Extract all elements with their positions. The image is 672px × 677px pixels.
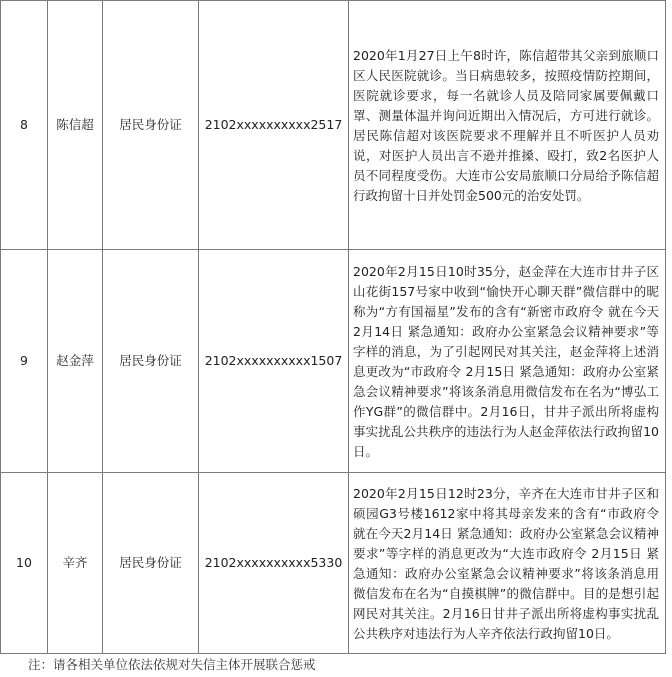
table-row	[1, 1, 666, 250]
record-id-number: 2102xxxxxxxxxx5330	[199, 473, 349, 654]
record-name: 辛齐	[48, 473, 103, 654]
record-description-text: 2020年2月15日10时35分，赵金萍在大连市甘井子区山花街157号家中收到“愉快开心聊天群”微信群中的昵称为“方有国福星”发布的含有“新密市政府令 就在今天2月14日 紧急通知：政府办公室紧急会议精神要求”等字样的消息，为了引起网民对其关注，赵金萍将上述消息更改为“市政府令 2月15日 紧急通知：政府办公室紧急会议精神要求”将该条消息用微信发布在名为“博弘工作YG群”的微信群中。2月16日，甘井子派出所将虚构事实扰乱公共秩序的违法行为人赵金萍依法行政拘留10日。	[353, 264, 659, 459]
table-row	[1, 250, 666, 473]
record-id-number: 2102xxxxxxxxxx1507	[199, 250, 349, 473]
record-number: 9	[1, 250, 48, 473]
record-description	[349, 473, 666, 654]
record-description-text: 2020年1月27日上午8时许，陈信超带其父亲到旅顺口区人民医院就诊。当日病患较多，按照疫情防控期间，医院就诊要求，每一名就诊人员及陪同家属要佩戴口罩、测量体温并询问近期出入情况后，方可进行就诊。居民陈信超对该医院要求不理解并且不听医护人员劝说，对医护人员出言不逊并推搡、殴打，致2名医护人员不同程度受伤。大连市公安局旅顺口分局给予陈信超行政拘留十日并处罚金500元的治安处罚。	[353, 48, 659, 203]
record-description-text: 2020年2月15日12时23分，辛齐在大连市甘井子区和硕园G3号楼1612家中将其母亲发来的含有“市政府令 就在今天2月14日 紧急通知：政府办公室紧急会议精神要求”等字样的消息更改为“大连市政府令 2月15日 紧急通知：政府办公室紧急会议精神要求”将该条消息用微信发布在名为“自摸棋牌”的微信群中。目的是想引起网民对其关注。2月16日甘井子派出所将虚构事实扰乱公共秩序对违法行为人辛齐依法行政拘留10日。	[353, 486, 659, 641]
record-id-number: 2102xxxxxxxxxx2517	[199, 1, 349, 250]
record-name: 陈信超	[48, 1, 103, 250]
record-id-type: 居民身份证	[103, 1, 199, 250]
footnote: 注：请各相关单位依法依规对失信主体开展联合惩戒	[28, 657, 316, 672]
record-number: 10	[1, 473, 48, 654]
record-id-type: 居民身份证	[103, 250, 199, 473]
record-description	[349, 1, 666, 250]
table-row	[1, 473, 666, 654]
record-id-type: 居民身份证	[103, 473, 199, 654]
record-name: 赵金萍	[48, 250, 103, 473]
record-number: 8	[1, 1, 48, 250]
record-description	[349, 250, 666, 473]
